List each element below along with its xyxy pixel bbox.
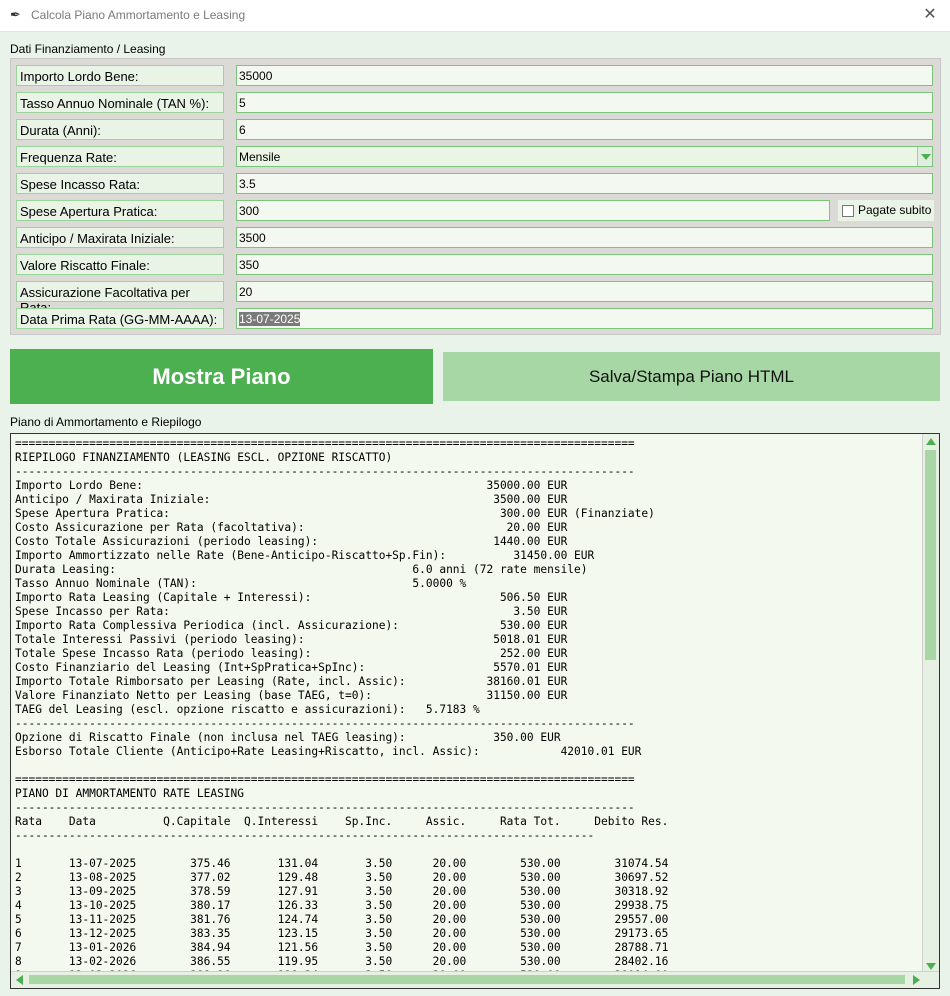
label-durata: Durata (Anni): bbox=[16, 119, 224, 140]
durata-field[interactable]: 6 bbox=[236, 119, 933, 140]
frequenza-value: Mensile bbox=[239, 150, 281, 164]
output-text-area[interactable] bbox=[10, 433, 940, 989]
importo-field[interactable]: 35000 bbox=[236, 65, 933, 86]
label-tan: Tasso Annuo Nominale (TAN %): bbox=[16, 92, 224, 113]
scroll-up-icon[interactable] bbox=[926, 438, 936, 445]
feather-icon: ✒ bbox=[10, 7, 21, 22]
vertical-scroll-thumb[interactable] bbox=[925, 450, 936, 660]
input-section-title: Dati Finanziamento / Leasing bbox=[10, 42, 166, 56]
close-icon[interactable]: ✕ bbox=[923, 6, 937, 23]
label-importo: Importo Lordo Bene: bbox=[16, 65, 224, 86]
output-text: ============================================================================================ RIEPILOGO FINANZIAMENTO (LEASING ESCL. OPZIONE RISCATTO) -------------------------------------------------------------------------------------------- Importo Lordo Bene: 35000.00 EUR Anticipo / Maxirata Iniziale: 3500.00 EUR Spese Apertura Pratica: 300.00 EUR (Finanziate) Costo Assicurazione per Rata (facoltativa): 20.00 EUR Costo Totale Assicurazioni (periodo leasing): 1440.00 EUR Importo Ammortizzato nelle Rate (Bene-Anticipo-Riscatto+Sp.Fin): 31450.00 EUR Durata Leasing: 6.0 anni (72 rate mensile) Tasso Annuo Nominale (TAN): 5.0000 % Importo Rata Leasing (Capitale + Interessi): 506.50 EUR Spese Incasso per Rata: 3.50 EUR Importo Rata Complessiva Periodica (incl. Assicurazione): 530.00 EUR Totale Interessi Passivi (periodo leasing): 5018.01 EUR Totale Spese Incasso Rata (periodo leasing): 252.00 EUR Costo Finanziario del Leasing (Int+SpPratica+SpInc): 5570.01 EUR Importo Totale Rimborsato per Leasing (Rate, incl. Assic): 38160.01 EUR Valore Finanziato Netto per Leasing (base TAEG, t=0): 31150.00 EUR TAEG del Leasing (escl. opzione riscatto e assicurazioni): 5.7183 % -------------------------------------------------------------------------------------------- Opzione di Riscatto Finale (non inclusa nel TAEG leasing): 350.00 EUR Esborso Totale Cliente (Anticipo+Rate Leasing+Riscatto, incl. Assic): 42010.01 EUR ============================================================================================ PIANO DI AMMORTAMENTO RATE LEASING -------------------------------------------------------------------------------------------- Rata Data Q.Capitale Q.Interessi Sp.Inc. Assic. Rata Tot. Debito Res. -------------------------------------------------------------------------------------- 1 13-07-2025 375.46 131.04 3.50 20.00 530.00 31074.54 2 13-08-2025 377.02 129.48 3.50 20.00 530.00 30697.52 3 13-09-2025 378.59 127.91 3.50 20.00 530.00 30318.92 4 13-10-2025 380.17 126.33 3.50 20.00 530.00 29938.75 5 13-11-2025 381.76 124.74 3.50 20.00 530.00 29557.00 6 13-12-2025 383.35 123.15 3.50 20.00 530.00 29173.65 7 13-01-2026 384.94 121.56 3.50 20.00 530.00 28788.71 8 13-02-2026 386.55 119.95 3.50 20.00 530.00 28402.16 bbox=[15, 437, 669, 968]
label-data-prima-rata: Data Prima Rata (GG-MM-AAAA): bbox=[16, 308, 224, 329]
data-prima-rata-value: 13-07-2025 bbox=[239, 312, 301, 326]
scroll-left-icon[interactable] bbox=[16, 975, 23, 985]
checkbox-box[interactable] bbox=[842, 205, 854, 217]
riscatto-field[interactable]: 350 bbox=[236, 254, 933, 275]
horizontal-scroll-thumb[interactable] bbox=[29, 975, 905, 984]
window-title: Calcola Piano Ammortamento e Leasing bbox=[31, 8, 246, 22]
pagate-subito-checkbox[interactable] bbox=[838, 200, 934, 221]
scroll-right-icon[interactable] bbox=[913, 975, 920, 985]
label-riscatto: Valore Riscatto Finale: bbox=[16, 254, 224, 275]
salva-stampa-button[interactable]: Salva/Stampa Piano HTML bbox=[443, 352, 940, 401]
label-spese-apertura: Spese Apertura Pratica: bbox=[16, 200, 224, 221]
scroll-down-icon[interactable] bbox=[926, 963, 936, 970]
label-frequenza: Frequenza Rate: bbox=[16, 146, 224, 167]
pagate-subito-label: Pagate subito bbox=[858, 203, 932, 217]
spese-incasso-field[interactable]: 3.5 bbox=[236, 173, 933, 194]
anticipo-field[interactable]: 3500 bbox=[236, 227, 933, 248]
label-spese-incasso: Spese Incasso Rata: bbox=[16, 173, 224, 194]
window-titlebar bbox=[0, 0, 950, 32]
frequenza-select[interactable] bbox=[236, 146, 933, 167]
data-prima-rata-field[interactable] bbox=[236, 308, 933, 329]
assicurazione-field[interactable]: 20 bbox=[236, 281, 933, 302]
output-section-title: Piano di Ammortamento e Riepilogo bbox=[10, 415, 202, 429]
horizontal-scrollbar[interactable] bbox=[11, 971, 940, 988]
tan-field[interactable]: 5 bbox=[236, 92, 933, 113]
vertical-scrollbar[interactable] bbox=[922, 434, 939, 974]
mostra-piano-button[interactable]: Mostra Piano bbox=[10, 349, 433, 404]
chevron-down-icon[interactable] bbox=[917, 147, 932, 166]
label-assicurazione: Assicurazione Facoltativa per bbox=[16, 281, 224, 302]
spese-apertura-field[interactable]: 300 bbox=[236, 200, 830, 221]
label-anticipo: Anticipo / Maxirata Iniziale: bbox=[16, 227, 224, 248]
